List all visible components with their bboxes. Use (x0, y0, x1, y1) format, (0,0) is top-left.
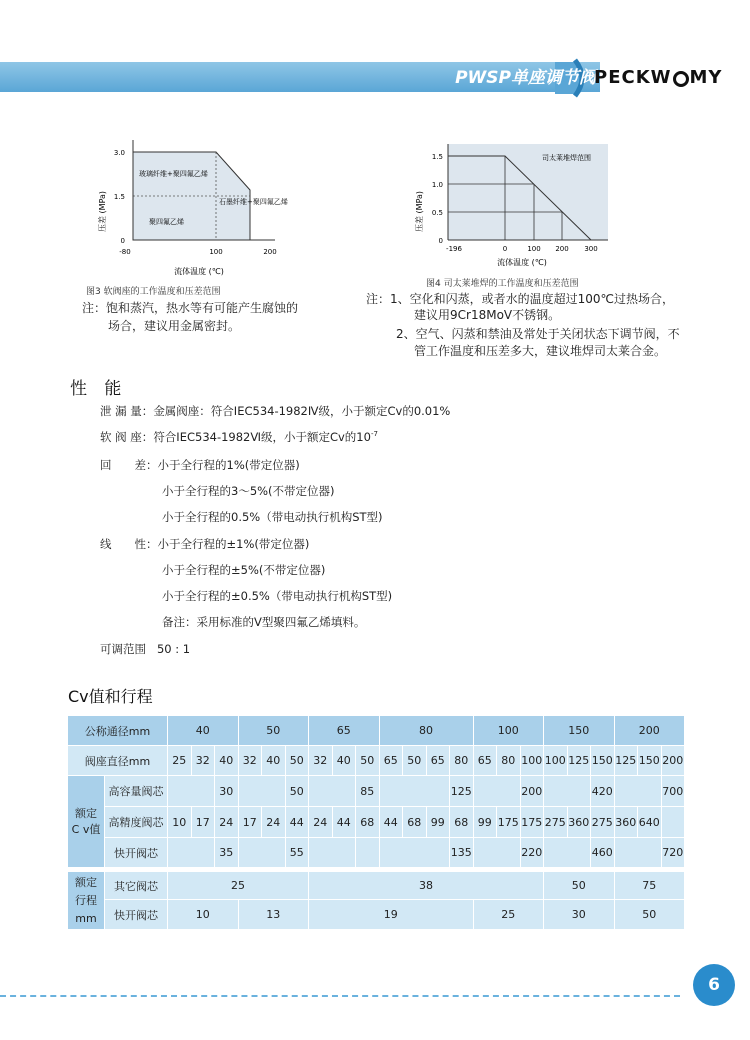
nominal-size-cell: 40 (168, 716, 238, 745)
row-label-other: 其它阀芯 (105, 872, 167, 899)
row-label-nominal: 公称通径mm (68, 716, 167, 745)
qo-stroke-cell: 25 (474, 900, 544, 929)
hc-value-cell: 200 (521, 776, 544, 806)
hc-blank-cell (309, 776, 355, 806)
hc-value-cell: 50 (286, 776, 309, 806)
fig3-label-upper: 玻璃纤维+聚四氟乙烯 (139, 170, 208, 178)
qo-stroke-cell: 19 (309, 900, 473, 929)
hysteresis-row: 回 差：小于全行程的1%(带定位器) (100, 458, 300, 472)
fig3-note-line2: 场合，建议用金属密封。 (108, 319, 241, 333)
seat-diameter-cell: 100 (521, 746, 544, 775)
qo-blank-cell (380, 838, 450, 867)
linearity-line2: 小于全行程的±5%(不带定位器) (162, 563, 326, 577)
qo-value-cell (356, 838, 379, 867)
qo-blank-cell (239, 838, 285, 867)
fig4-note-line1: 注：1、空化和闪蒸，或者水的温度超过100℃过热场合， (366, 292, 675, 306)
seat-diameter-cell: 50 (356, 746, 379, 775)
hp-value-cell: 360 (615, 807, 638, 837)
fig4-note-line3: 2、空气、闪蒸和禁油及常处于关闭状态下调节阀，不 (396, 327, 680, 341)
hp-value-cell (662, 807, 685, 837)
fig4-x-label: 流体温度 (℃) (497, 258, 547, 267)
hc-value-cell: 85 (356, 776, 379, 806)
fig4-xtick: 200 (555, 245, 569, 253)
qo-value-cell: 720 (662, 838, 685, 867)
other-stroke-cell: 75 (615, 872, 685, 899)
row-label-seat: 阀座直径mm (68, 746, 167, 775)
hp-value-cell: 44 (286, 807, 309, 837)
fig3-label-lower: 聚四氟乙烯 (149, 218, 184, 226)
hc-blank-cell (474, 776, 520, 806)
nominal-size-cell: 150 (544, 716, 614, 745)
fig3-ytick: 0 (120, 237, 125, 245)
hp-value-cell: 175 (521, 807, 544, 837)
seat-diameter-cell: 50 (286, 746, 309, 775)
soft-seat-row: 软 阀 座：符合IEC534-1982Ⅵ级，小于额定Cv的$10^{-7}$ (100, 430, 378, 444)
brand-logo: PECKW MY (594, 67, 723, 88)
seat-diameter-cell: 200 (662, 746, 685, 775)
hp-value-cell: 68 (450, 807, 473, 837)
seat-diameter-cell: 40 (262, 746, 285, 775)
seat-diameter-cell: 65 (427, 746, 450, 775)
row-label-high-capacity: 高容量阀芯 (105, 776, 167, 806)
hc-blank-cell (380, 776, 450, 806)
fig3-y-label: 压差 (MPa) (98, 190, 107, 232)
hc-value-cell: 420 (591, 776, 614, 806)
hp-value-cell: 24 (215, 807, 238, 837)
leak-row: 泄 漏 量：金属阀座：符合IEC534-1982Ⅳ级，小于额定Cv的0.01% (100, 404, 451, 418)
linearity-line3: 小于全行程的±0.5%（带电动执行机构ST型) (162, 589, 393, 603)
nominal-size-cell: 200 (615, 716, 685, 745)
cv-section-title: Cv值和行程 (68, 687, 153, 706)
seat-diameter-cell: 32 (239, 746, 262, 775)
qo-value-cell: 135 (450, 838, 473, 867)
hysteresis-line3: 小于全行程的0.5%（带电动执行机构ST型) (162, 510, 383, 524)
fig4-note-line4: 管工作温度和压差多大，建议堆焊司太莱合金。 (414, 344, 667, 358)
row-label-quick-open-stroke: 快开阀芯 (105, 900, 167, 929)
fig3-caption: 图3 软阀座的工作温度和压差范围 (86, 287, 221, 297)
seat-diameter-cell: 150 (638, 746, 661, 775)
seat-diameter-cell: 50 (403, 746, 426, 775)
fig4-label: 司太莱堆焊范围 (542, 154, 591, 162)
hp-value-cell: 275 (591, 807, 614, 837)
hc-value-cell: 30 (215, 776, 238, 806)
seat-diameter-cell: 25 (168, 746, 191, 775)
qo-value-cell: 55 (286, 838, 309, 867)
rated-stroke-label: 额定 行程 mm (68, 872, 104, 929)
seat-diameter-cell: 125 (568, 746, 591, 775)
seat-diameter-cell: 32 (192, 746, 215, 775)
hp-value-cell: 99 (427, 807, 450, 837)
fig4-xtick: 300 (584, 245, 598, 253)
remark: 备注：采用标准的V型聚四氟乙烯填料。 (162, 615, 366, 629)
hp-value-cell: 24 (309, 807, 332, 837)
qo-blank-cell (615, 838, 661, 867)
other-stroke-cell: 38 (309, 872, 543, 899)
fig3-label-right: 石墨纤维+聚四氟乙烯 (219, 198, 288, 206)
hp-value-cell: 360 (568, 807, 591, 837)
qo-value-cell: 35 (215, 838, 238, 867)
hp-value-cell: 10 (168, 807, 191, 837)
hp-value-cell: 68 (356, 807, 379, 837)
seat-diameter-cell: 65 (474, 746, 497, 775)
fig4-ytick: 0 (438, 237, 443, 245)
cv-table (68, 716, 684, 930)
fig4-ytick: 0.5 (431, 209, 443, 217)
other-stroke-cell: 50 (544, 872, 614, 899)
page-number: 6 (693, 964, 735, 1006)
qo-blank-cell (544, 838, 590, 867)
seat-diameter-cell: 65 (380, 746, 403, 775)
seat-diameter-cell: 40 (215, 746, 238, 775)
hc-value-cell: 700 (662, 776, 685, 806)
fig4-y-label: 压差 (MPa) (415, 190, 424, 232)
fig3-ytick: 3.0 (113, 149, 125, 157)
fig4-ytick: 1.5 (431, 153, 443, 161)
linearity-row: 线 性：小于全行程的±1%(带定位器) (100, 537, 310, 551)
hc-blank-cell (168, 776, 214, 806)
other-stroke-cell: 25 (168, 872, 308, 899)
hp-value-cell: 17 (192, 807, 215, 837)
seat-diameter-cell: 40 (333, 746, 356, 775)
qo-blank-cell (168, 838, 214, 867)
fig4-caption: 图4 司太莱堆焊的工作温度和压差范围 (426, 279, 579, 289)
seat-diameter-cell: 150 (591, 746, 614, 775)
hp-value-cell: 68 (403, 807, 426, 837)
seat-diameter-cell: 80 (450, 746, 473, 775)
fig4-xtick: 100 (527, 245, 541, 253)
seat-diameter-cell: 125 (615, 746, 638, 775)
hc-blank-cell (544, 776, 590, 806)
hp-value-cell: 99 (474, 807, 497, 837)
fig3-chart (95, 140, 295, 280)
nominal-size-cell: 100 (474, 716, 544, 745)
fig4-note-line2: 建议用9Cr18MoV不锈钢。 (414, 308, 561, 322)
row-label-high-precision: 高精度阀芯 (105, 807, 167, 837)
fig3-note-line1: 注：饱和蒸汽，热水等有可能产生腐蚀的 (82, 301, 299, 315)
seat-diameter-cell: 80 (497, 746, 520, 775)
hp-value-cell: 17 (239, 807, 262, 837)
qo-stroke-cell: 10 (168, 900, 238, 929)
nominal-size-cell: 65 (309, 716, 379, 745)
performance-title: 性 能 (70, 379, 128, 399)
hc-blank-cell (615, 776, 661, 806)
hp-value-cell: 275 (544, 807, 567, 837)
fig4-chart (410, 140, 610, 272)
seat-diameter-cell: 100 (544, 746, 567, 775)
rated-cv-label: 额定 C v值 (68, 776, 104, 867)
hp-value-cell: 44 (380, 807, 403, 837)
fig4-ytick: 1.0 (431, 181, 443, 189)
qo-blank-cell (474, 838, 520, 867)
fig4-xtick: -196 (446, 245, 462, 253)
qo-stroke-cell: 30 (544, 900, 614, 929)
qo-stroke-cell: 13 (239, 900, 309, 929)
fig3-ytick: 1.5 (113, 193, 125, 201)
qo-value-cell: 220 (521, 838, 544, 867)
qo-blank-cell (309, 838, 355, 867)
seat-diameter-cell: 32 (309, 746, 332, 775)
footer-dashed-line (0, 995, 680, 997)
fig3-xtick: -80 (119, 248, 131, 256)
nominal-size-cell: 80 (380, 716, 473, 745)
hp-value-cell: 24 (262, 807, 285, 837)
nominal-size-cell: 50 (239, 716, 309, 745)
range-row: 可调范围 50 : 1 (100, 642, 191, 656)
hp-value-cell: 175 (497, 807, 520, 837)
fig3-xtick: 100 (209, 248, 223, 256)
qo-stroke-cell: 50 (615, 900, 685, 929)
hysteresis-line2: 小于全行程的3～5%(不带定位器) (162, 484, 335, 498)
hc-value-cell: 125 (450, 776, 473, 806)
fig4-xtick: 0 (502, 245, 508, 253)
header-title: PWSP单座调节阀 (455, 68, 596, 88)
row-label-quick-open: 快开阀芯 (105, 838, 167, 867)
qo-value-cell: 460 (591, 838, 614, 867)
hp-value-cell: 640 (638, 807, 661, 837)
hp-value-cell: 44 (333, 807, 356, 837)
fig3-x-label: 流体温度 (℃) (174, 267, 224, 276)
hc-blank-cell (239, 776, 285, 806)
fig3-xtick: 200 (263, 248, 277, 256)
